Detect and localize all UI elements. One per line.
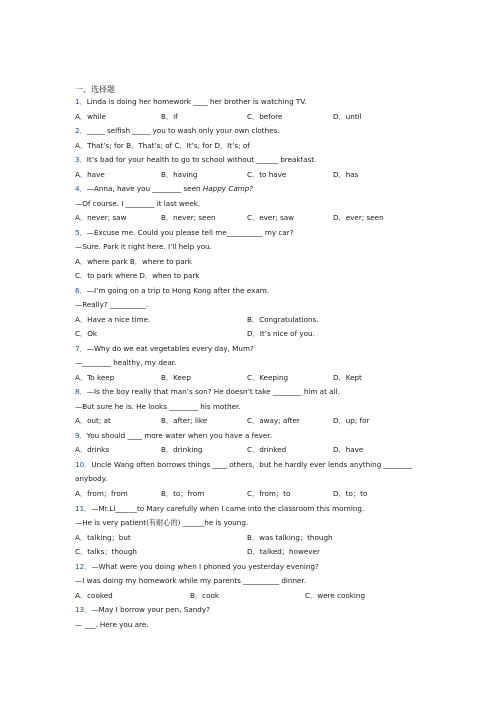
question-number: 1． <box>75 97 87 106</box>
question-number: 8． <box>75 387 87 396</box>
question-4-line2: —Of course. I ________ it last week. <box>75 199 201 208</box>
option-c[interactable]: C．were cooking <box>305 591 366 600</box>
question-text: —May I borrow your pen, Sandy? <box>91 605 210 614</box>
question-number: 5． <box>75 228 87 237</box>
question-8-line2: —But sure he is. He looks ________ his mother. <box>75 402 241 411</box>
option-b[interactable]: B．cook <box>190 591 220 600</box>
option-c[interactable]: C．Keeping <box>247 373 289 382</box>
option-d[interactable]: D．up; for <box>333 416 370 425</box>
question-12-line2: —I was doing my homework while my parents __________ dinner. <box>75 576 307 585</box>
options-6a <box>75 315 475 324</box>
option-d[interactable]: D．ever; seen <box>333 213 384 222</box>
question-7-line2: —________ healthy, my dear. <box>75 358 177 367</box>
option-d[interactable]: D．until <box>333 112 362 121</box>
question-3 <box>75 155 316 164</box>
question-11 <box>75 504 364 513</box>
question-1 <box>75 97 307 106</box>
question-12 <box>75 562 319 571</box>
question-text: —Is the boy really that man’s son? He doesn’t take ________ him at all. <box>86 387 340 396</box>
option-d[interactable]: D．It’s nice of you. <box>247 329 315 338</box>
question-text-italic: Happy Camp? <box>202 184 254 193</box>
option-c[interactable]: C．Ok <box>75 329 98 338</box>
question-4 <box>75 184 253 193</box>
option-c[interactable]: C．talks；though <box>75 547 137 556</box>
question-6-line2: —Really? __________. <box>75 300 149 309</box>
options-8 <box>75 416 475 425</box>
options-6b <box>75 329 475 338</box>
question-13 <box>75 605 210 614</box>
question-11-line2: —He is very patient(有耐心的) ______he is young. <box>75 518 249 527</box>
option-b[interactable]: B．drinking <box>161 445 203 454</box>
option-d[interactable]: D．have <box>333 445 364 454</box>
option-d[interactable]: D．talked；however <box>247 547 320 556</box>
question-number: 13． <box>75 605 92 614</box>
question-number: 11． <box>75 504 92 513</box>
options-2-inline[interactable]: A．That’s; for B．That’s; of C．It’s; for D．It’s; of <box>75 141 250 150</box>
question-10 <box>75 460 412 469</box>
section-title: 一、选择题 <box>75 85 115 94</box>
option-a[interactable]: A．drinks <box>75 445 110 454</box>
options-11a <box>75 533 475 542</box>
option-b[interactable]: B．was talking；though <box>247 533 333 542</box>
option-c[interactable]: C．away; after <box>247 416 300 425</box>
question-text: _____ selfish _____ you to wash only your own clothes. <box>86 126 280 135</box>
options-1 <box>75 112 475 121</box>
question-number: 7． <box>75 344 87 353</box>
question-8 <box>75 387 340 396</box>
option-c[interactable]: C．from；to <box>247 489 291 498</box>
question-text: —Excuse me. Could you please tell me__________ my car? <box>86 228 294 237</box>
options-7 <box>75 373 475 382</box>
option-d[interactable]: D．to；to <box>333 489 368 498</box>
options-9 <box>75 445 475 454</box>
question-10-line2: anybody. <box>75 474 108 483</box>
option-c[interactable]: C．ever; saw <box>247 213 294 222</box>
option-c[interactable]: C．to have <box>247 170 287 179</box>
option-c[interactable]: C．before <box>247 112 283 121</box>
question-number: 6． <box>75 286 87 295</box>
question-7 <box>75 344 254 353</box>
question-5 <box>75 228 294 237</box>
question-text: —Anna, have you ________ seen <box>86 184 203 193</box>
question-number: 2． <box>75 126 87 135</box>
question-text: —Why do we eat vegetables every day, Mum? <box>86 344 254 353</box>
question-text: It’s bad for your health to go to school without ______ breakfast. <box>86 155 317 164</box>
option-a[interactable]: A．To keep <box>75 373 115 382</box>
option-a[interactable]: A．from；from <box>75 489 128 498</box>
question-text: —I’m going on a trip to Hong Kong after the exam. <box>86 286 270 295</box>
question-number: 12． <box>75 562 92 571</box>
question-5-line2: —Sure. Park it right here. I’ll help you. <box>75 242 212 251</box>
option-b[interactable]: B．never; seen <box>161 213 216 222</box>
question-text: Uncle Wang often borrows things ____ others，but he hardly ever lends anything ________ <box>91 460 413 469</box>
question-number: 4． <box>75 184 87 193</box>
question-number: 10． <box>75 460 92 469</box>
options-5-inline2[interactable]: C．to park where D．when to park <box>75 271 200 280</box>
options-10 <box>75 489 475 498</box>
option-b[interactable]: B．after; like <box>161 416 208 425</box>
options-3 <box>75 170 475 179</box>
options-4 <box>75 213 475 222</box>
options-12 <box>75 591 475 600</box>
options-11b <box>75 547 475 556</box>
option-a[interactable]: A．talking；but <box>75 533 131 542</box>
question-number: 9． <box>75 431 87 440</box>
option-c[interactable]: C．drinked <box>247 445 287 454</box>
option-a[interactable]: A．cooked <box>75 591 113 600</box>
option-b[interactable]: B．Congratulations. <box>247 315 319 324</box>
question-6 <box>75 286 269 295</box>
option-a[interactable]: A．out; at <box>75 416 111 425</box>
options-5-inline[interactable]: A．where park B．where to park <box>75 257 192 266</box>
option-b[interactable]: B．Keep <box>161 373 191 382</box>
question-text: —What were you doing when I phoned you yesterday evening? <box>91 562 319 571</box>
option-b[interactable]: B．having <box>161 170 198 179</box>
option-b[interactable]: B．to；from <box>161 489 205 498</box>
question-text: Linda is doing her homework ____ her brother is watching TV. <box>86 97 307 106</box>
option-b[interactable]: B．if <box>161 112 178 121</box>
question-2 <box>75 126 280 135</box>
question-9 <box>75 431 272 440</box>
option-a[interactable]: A．while <box>75 112 106 121</box>
question-13-line2: — ___. Here you are. <box>75 620 149 629</box>
option-d[interactable]: D．has <box>333 170 359 179</box>
option-a[interactable]: A．have <box>75 170 105 179</box>
option-d[interactable]: D．Kept <box>333 373 362 382</box>
question-text: You should ____ more water when you have a fever. <box>86 431 272 440</box>
option-a[interactable]: A．never; saw <box>75 213 127 222</box>
option-a[interactable]: A．Have a nice time. <box>75 315 151 324</box>
question-number: 3． <box>75 155 87 164</box>
question-text: —Mr.Li______to Mary carefully when I came into the classroom this morning. <box>91 504 365 513</box>
